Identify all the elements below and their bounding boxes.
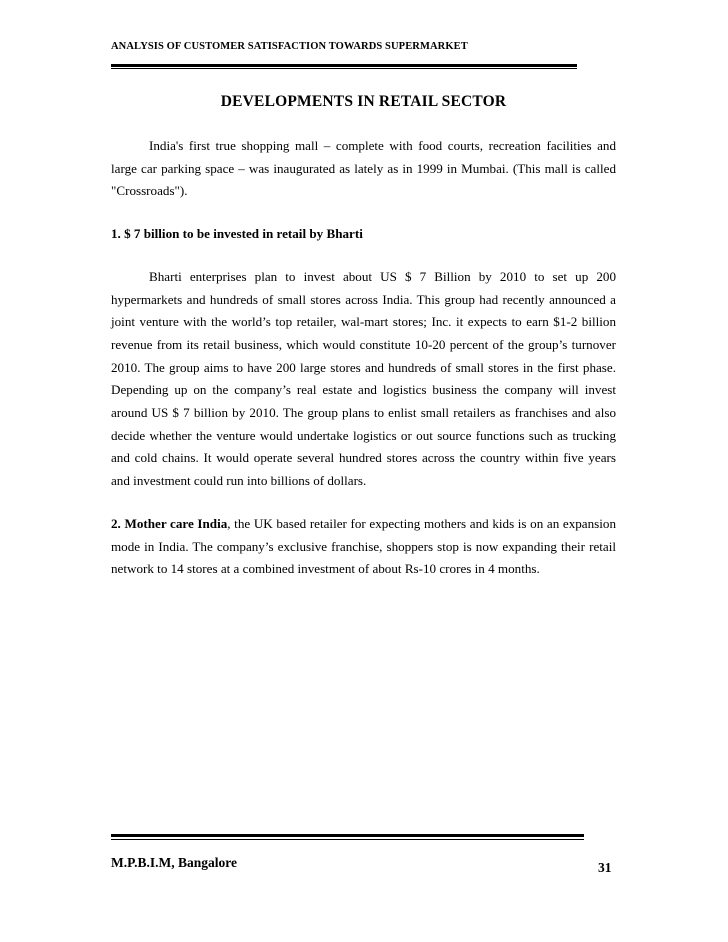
header-rule-thin [111, 68, 577, 69]
footer-rule-thick [111, 834, 584, 837]
point-2-body: , the UK based retailer for expecting mothers and kids is on an expansion mode in India. The company’s exclusive franchise, shoppers stop is now expanding their retail network to 14 stores at a combined investment of about Rs-10 crores in 4 months. [111, 515, 616, 577]
point-2-lead: 2. Mother care India [111, 515, 228, 531]
footer-institution: M.P.B.I.M, Bangalore [111, 855, 238, 870]
intro-paragraph: India's first true shopping mall – complete with food courts, recreation facilities and large car parking space – was inaugurated as lately as in 1999 in Mumbai. (This mall is called "Crossroads"). [111, 138, 616, 199]
point-1-paragraph: Bharti enterprises plan to invest about US $ 7 Billion by 2010 to set up 200 hypermarkets and hundreds of small stores across India. This group had recently announced a joint venture with the world’s top retailer, wal-mart stores; Inc. it expects to earn $1-2 billion revenue from its retail business, which would constitute 10-20 percent of the group’s turnover 2010. The group aims to have 200 large stores and hundreds of small stores in the first phase. Depending up on the company’s real estate and logistics business the company will invest around US $ 7 billion by 2010. The group plans to enlist small retailers as franchises and also decide whether the venture would undertake logistics or out source functions such as trucking and cold chains. It would operate several hundred stores across the country within five years and investment could run into billions of dollars. [111, 268, 616, 489]
page-number: 31 [598, 860, 612, 875]
point-2-paragraph [111, 513, 616, 581]
section-title: DEVELOPMENTS IN RETAIL SECTOR [220, 93, 507, 110]
footer-rule-thin [111, 839, 584, 840]
page-body [111, 93, 616, 581]
header-rule-thick [111, 64, 577, 67]
point-1-heading: 1. $ 7 billion to be invested in retail by Bharti [111, 226, 363, 242]
running-header: ANALYSIS OF CUSTOMER SATISFACTION TOWARDS SUPERMARKET [111, 41, 468, 52]
